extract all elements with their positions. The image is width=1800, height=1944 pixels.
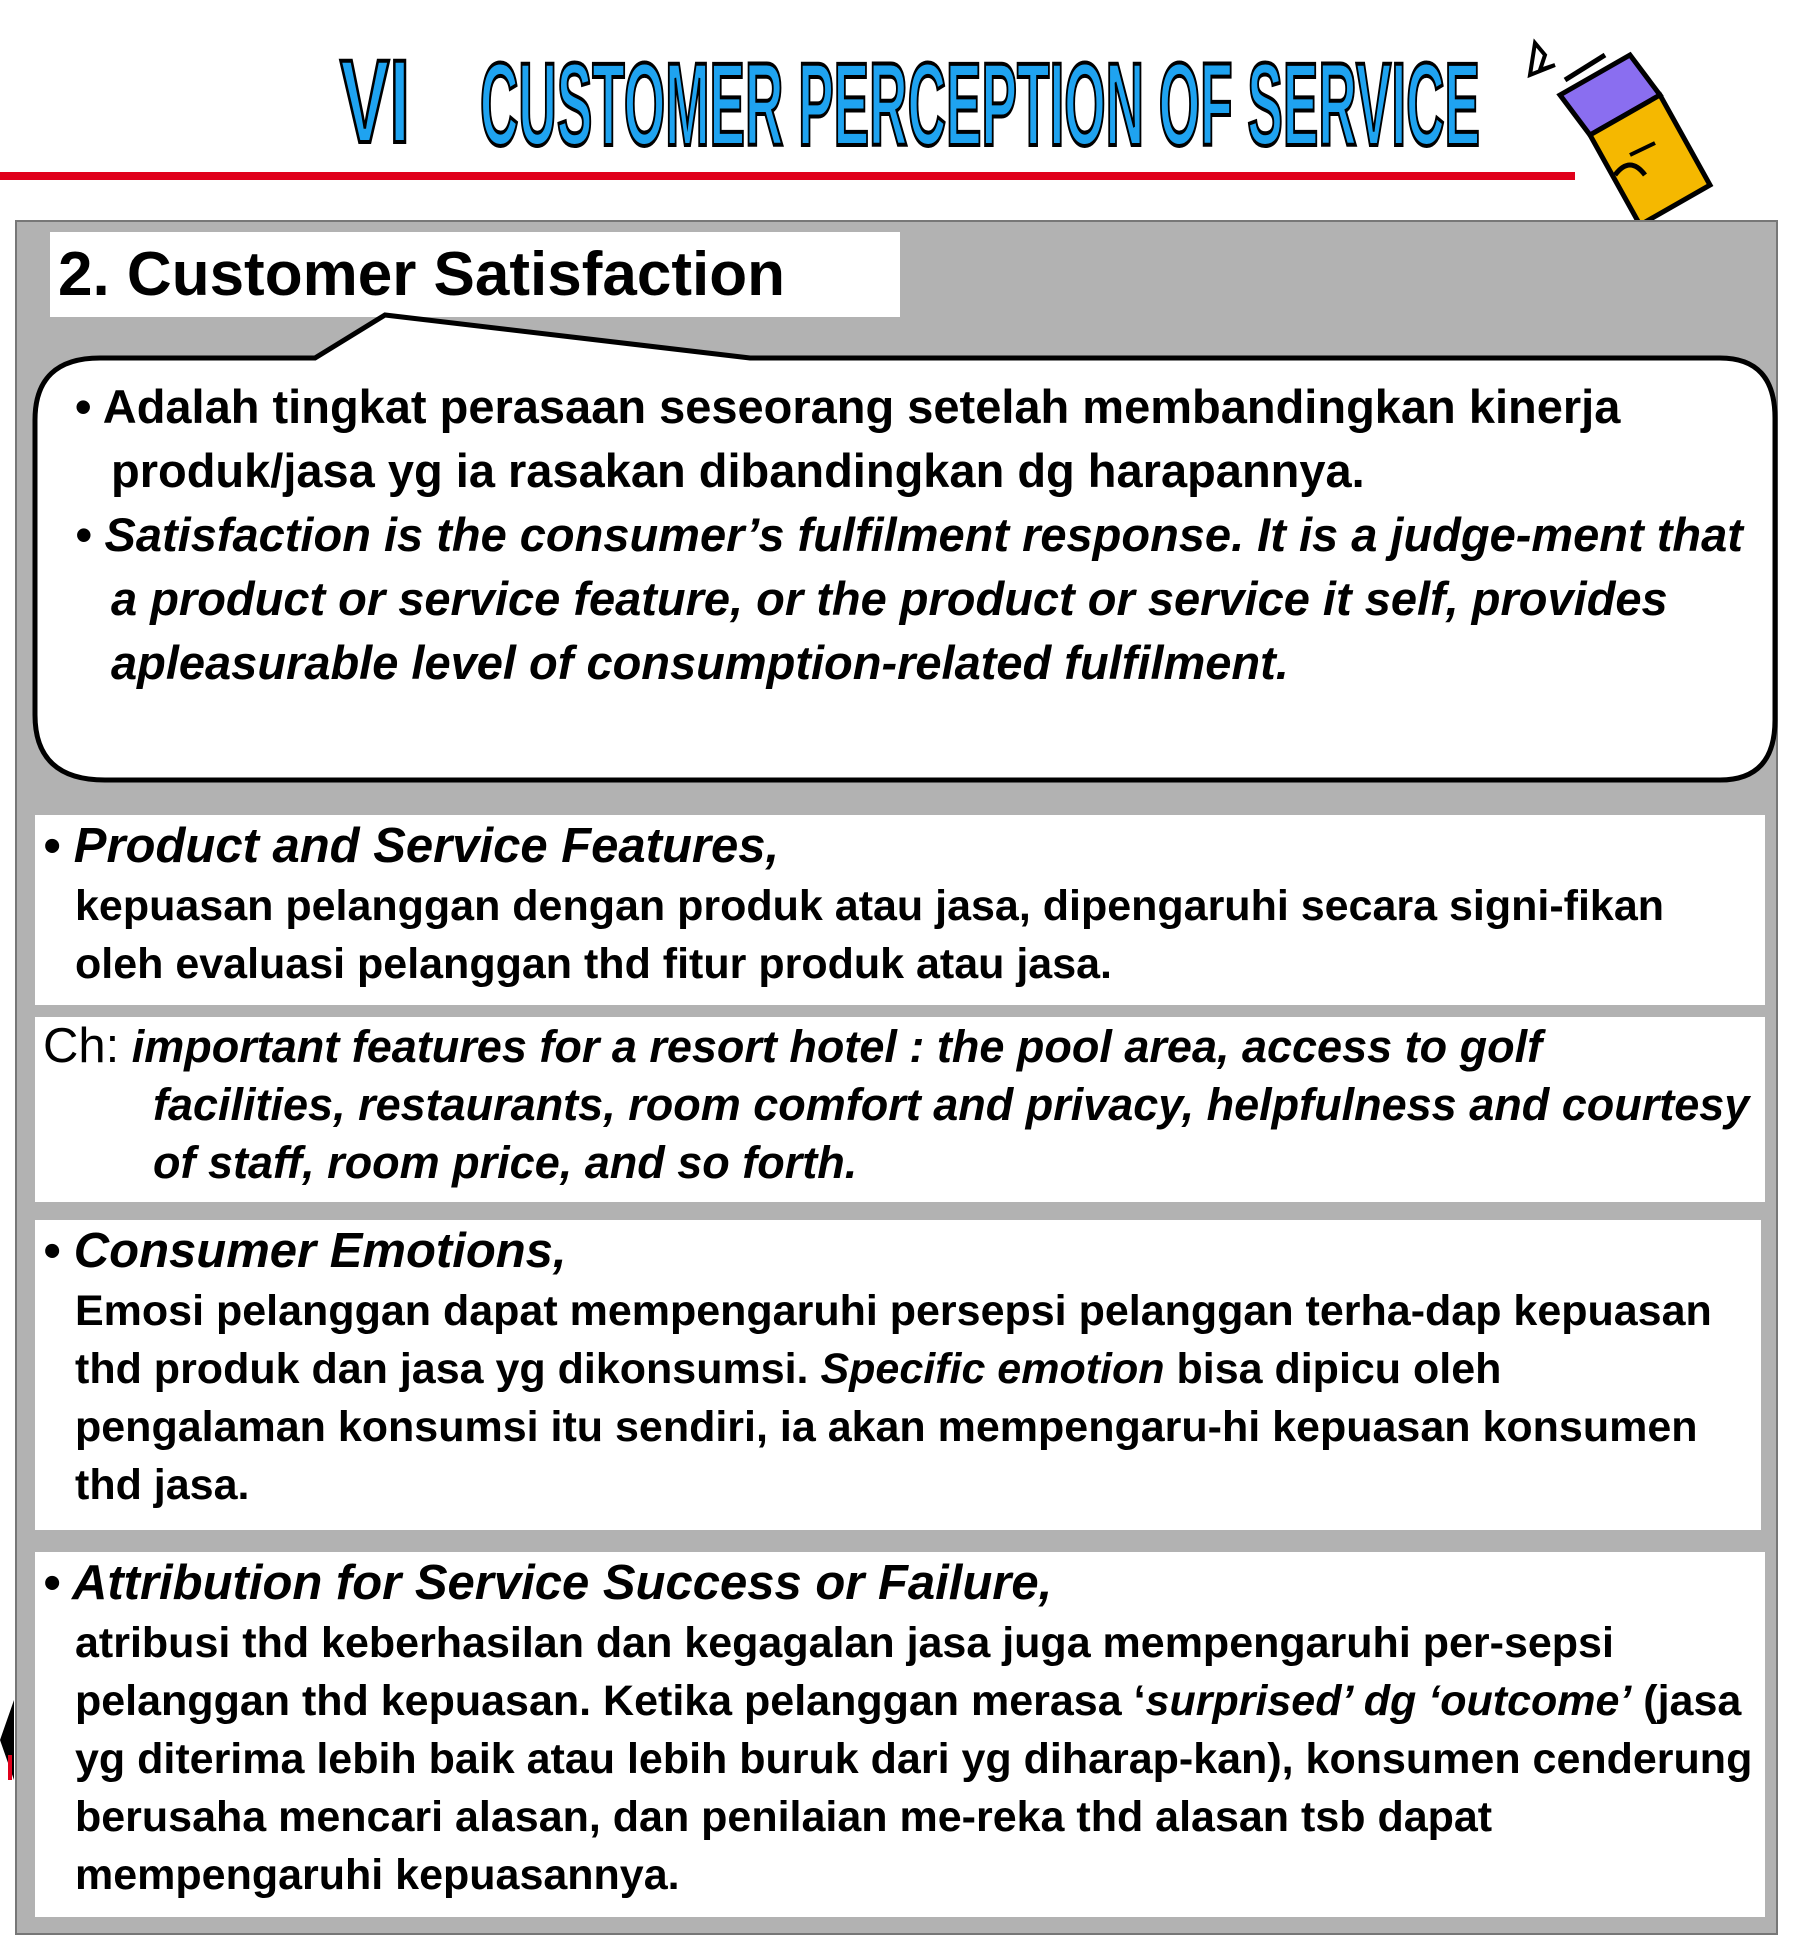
pencil-icon <box>1520 35 1720 235</box>
attribution-box <box>35 1552 1765 1917</box>
features-box <box>35 815 1765 1005</box>
callout-bullet-english: • Satisfaction is the consumer’s fulfilment response. It is a judge-ment that a product or service feature, or the product or service it self, provides apleasurable level of consumption-related fulfilment. <box>75 508 1743 689</box>
attribution-body <box>35 1614 1765 1904</box>
emotions-body-italic: Specific emotion <box>820 1345 1165 1393</box>
emotions-body-part2: bisa dipicu oleh pengalaman konsumsi itu sendiri, ia akan mempengaru-hi kepuasan konsumen thd jasa. <box>75 1345 1698 1509</box>
example-box <box>35 1017 1765 1202</box>
emotions-heading: • Consumer Emotions, <box>43 1224 567 1278</box>
callout-text <box>75 375 1745 695</box>
features-body: kepuasan pelanggan dengan produk atau jasa, dipengaruhi secara signi-fikan oleh evaluasi pelanggan thd fitur produk atau jasa. <box>75 882 1665 988</box>
page-title <box>300 30 1500 170</box>
left-edge-marker <box>0 1700 14 1780</box>
example-line <box>35 1017 1765 1076</box>
example-first-line: important features for a resort hotel : the pool area, access to golf <box>131 1021 1543 1072</box>
example-rest: facilities, restaurants, room comfort and privacy, helpfulness and courtesy of staff, room price, and so forth. <box>153 1079 1750 1188</box>
features-heading: • Product and Service Features, <box>43 819 780 873</box>
section-heading: 2. Customer Satisfaction <box>50 232 900 317</box>
example-label: Ch: <box>43 1019 120 1073</box>
attribution-heading: • Attribution for Service Success or Failure, <box>43 1556 1053 1610</box>
title-underline <box>0 172 1575 180</box>
attribution-body-part1: atribusi thd keberhasilan dan kegagalan jasa juga mempengaruhi per-sepsi pelanggan thd kepuasan. Ketika pelanggan merasa ‘ <box>75 1619 1614 1725</box>
title-text: CUSTOMER PERCEPTION OF SERVICE <box>480 39 1480 170</box>
emotions-body <box>35 1282 1761 1514</box>
title-number: VI <box>340 36 410 168</box>
callout-bullet-indonesian: • Adalah tingkat perasaan seseorang setelah membandingkan kinerja produk/jasa yg ia rasakan dibandingkan dg harapannya. <box>75 380 1621 497</box>
emotions-box <box>35 1220 1761 1530</box>
emotions-body-part1: Emosi pelanggan dapat mempengaruhi persepsi pelanggan terha-dap kepuasan thd produk dan jasa yg dikonsumsi. <box>75 1287 1712 1393</box>
attribution-body-italic: surprised’ dg ‘outcome’ <box>1145 1677 1632 1725</box>
attribution-body-part2: (jasa yg diterima lebih baik atau lebih buruk dari yg diharap-kan), konsumen cenderung berusaha mencari alasan, dan penilaian me-reka thd alasan tsb dapat mempengaruhi kepuasannya. <box>75 1677 1753 1899</box>
